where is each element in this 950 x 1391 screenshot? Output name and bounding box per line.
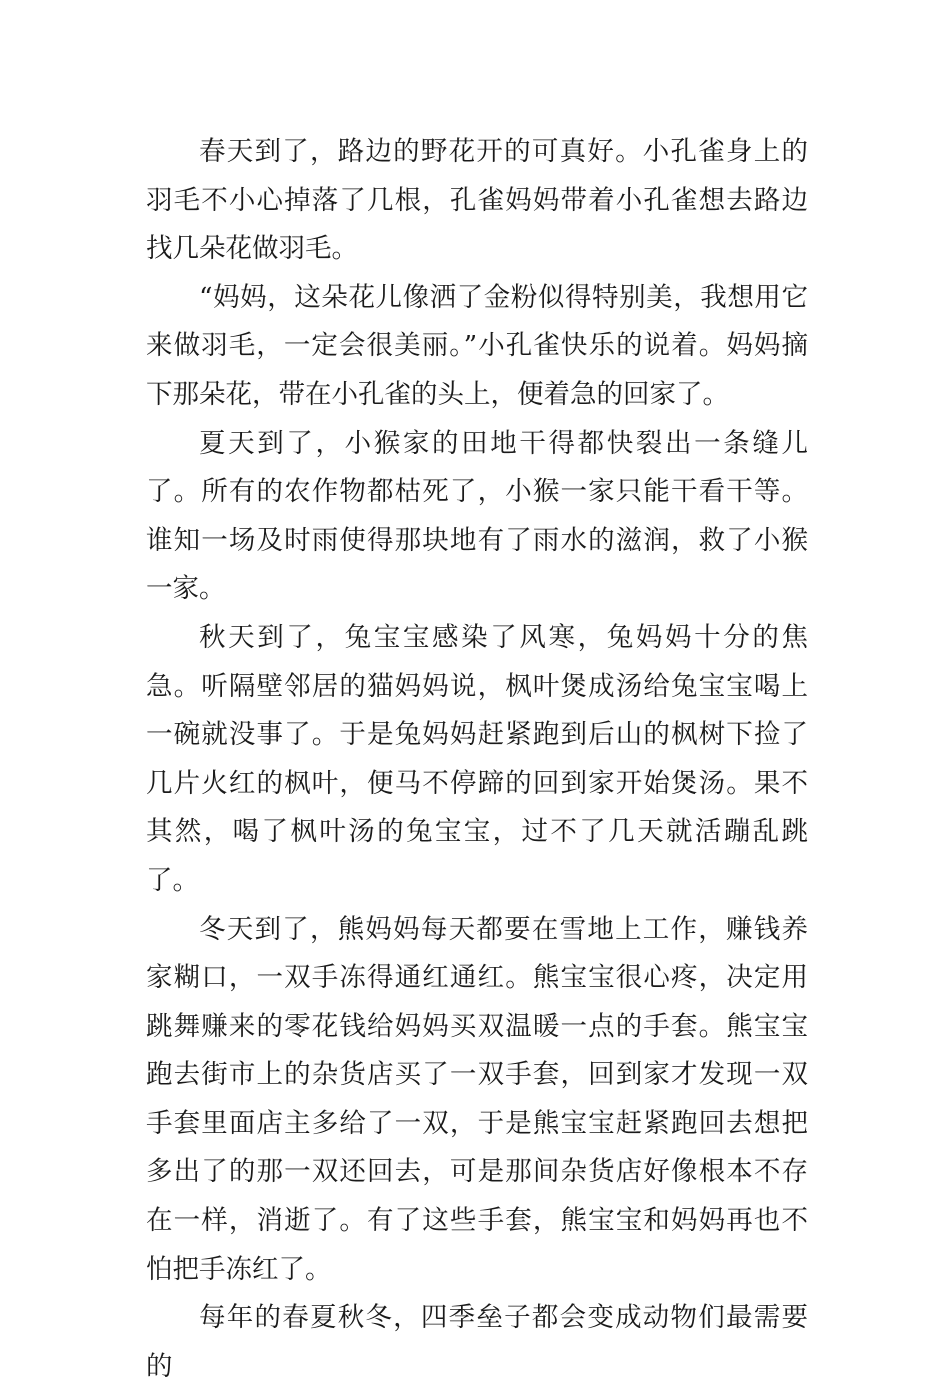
- paragraph-spring: 春天到了，路边的野花开的可真好。小孔雀身上的羽毛不小心掉落了几根，孔雀妈妈带着小孔雀想去路边找几朵花做羽毛。: [146, 136, 808, 265]
- paragraph-seasons-closing: 每年的春夏秋冬，四季垒子都会变成动物们最需要的: [146, 1302, 808, 1382]
- paragraph-peacock-dialogue: “妈妈，这朵花儿像洒了金粉似得特别美，我想用它来做羽毛，一定会很美丽。”小孔雀快乐的说着。妈妈摘下那朵花，带在小孔雀的头上，便着急的回家了。: [146, 281, 808, 410]
- paragraph-winter: 冬天到了，熊妈妈每天都要在雪地上工作，赚钱养家糊口，一双手冻得通红通红。熊宝宝很心疼，决定用跳舞赚来的零花钱给妈妈买双温暖一点的手套。熊宝宝跑去街市上的杂货店买了一双手套，回到家才发现一双手套里面店主多给了一双，于是熊宝宝赶紧跑回去想把多出了的那一双还回去，可是那间杂货店好像根本不存在一样，消逝了。有了这些手套，熊宝宝和妈妈再也不怕把手冻红了。: [146, 913, 808, 1285]
- story-body: [146, 128, 808, 1391]
- paragraph-autumn: 秋天到了，兔宝宝感染了风寒，兔妈妈十分的焦急。听隔壁邻居的猫妈妈说，枫叶煲成汤给兔宝宝喝上一碗就没事了。于是兔妈妈赶紧跑到后山的枫树下捡了几片火红的枫叶，便马不停蹄的回到家开始煲汤。果不其然，喝了枫叶汤的兔宝宝，过不了几天就活蹦乱跳了。: [146, 621, 808, 896]
- paragraph-summer: 夏天到了，小猴家的田地干得都快裂出一条缝儿了。所有的农作物都枯死了，小猴一家只能干看干等。谁知一场及时雨使得那块地有了雨水的滋润，救了小猴一家。: [146, 427, 808, 605]
